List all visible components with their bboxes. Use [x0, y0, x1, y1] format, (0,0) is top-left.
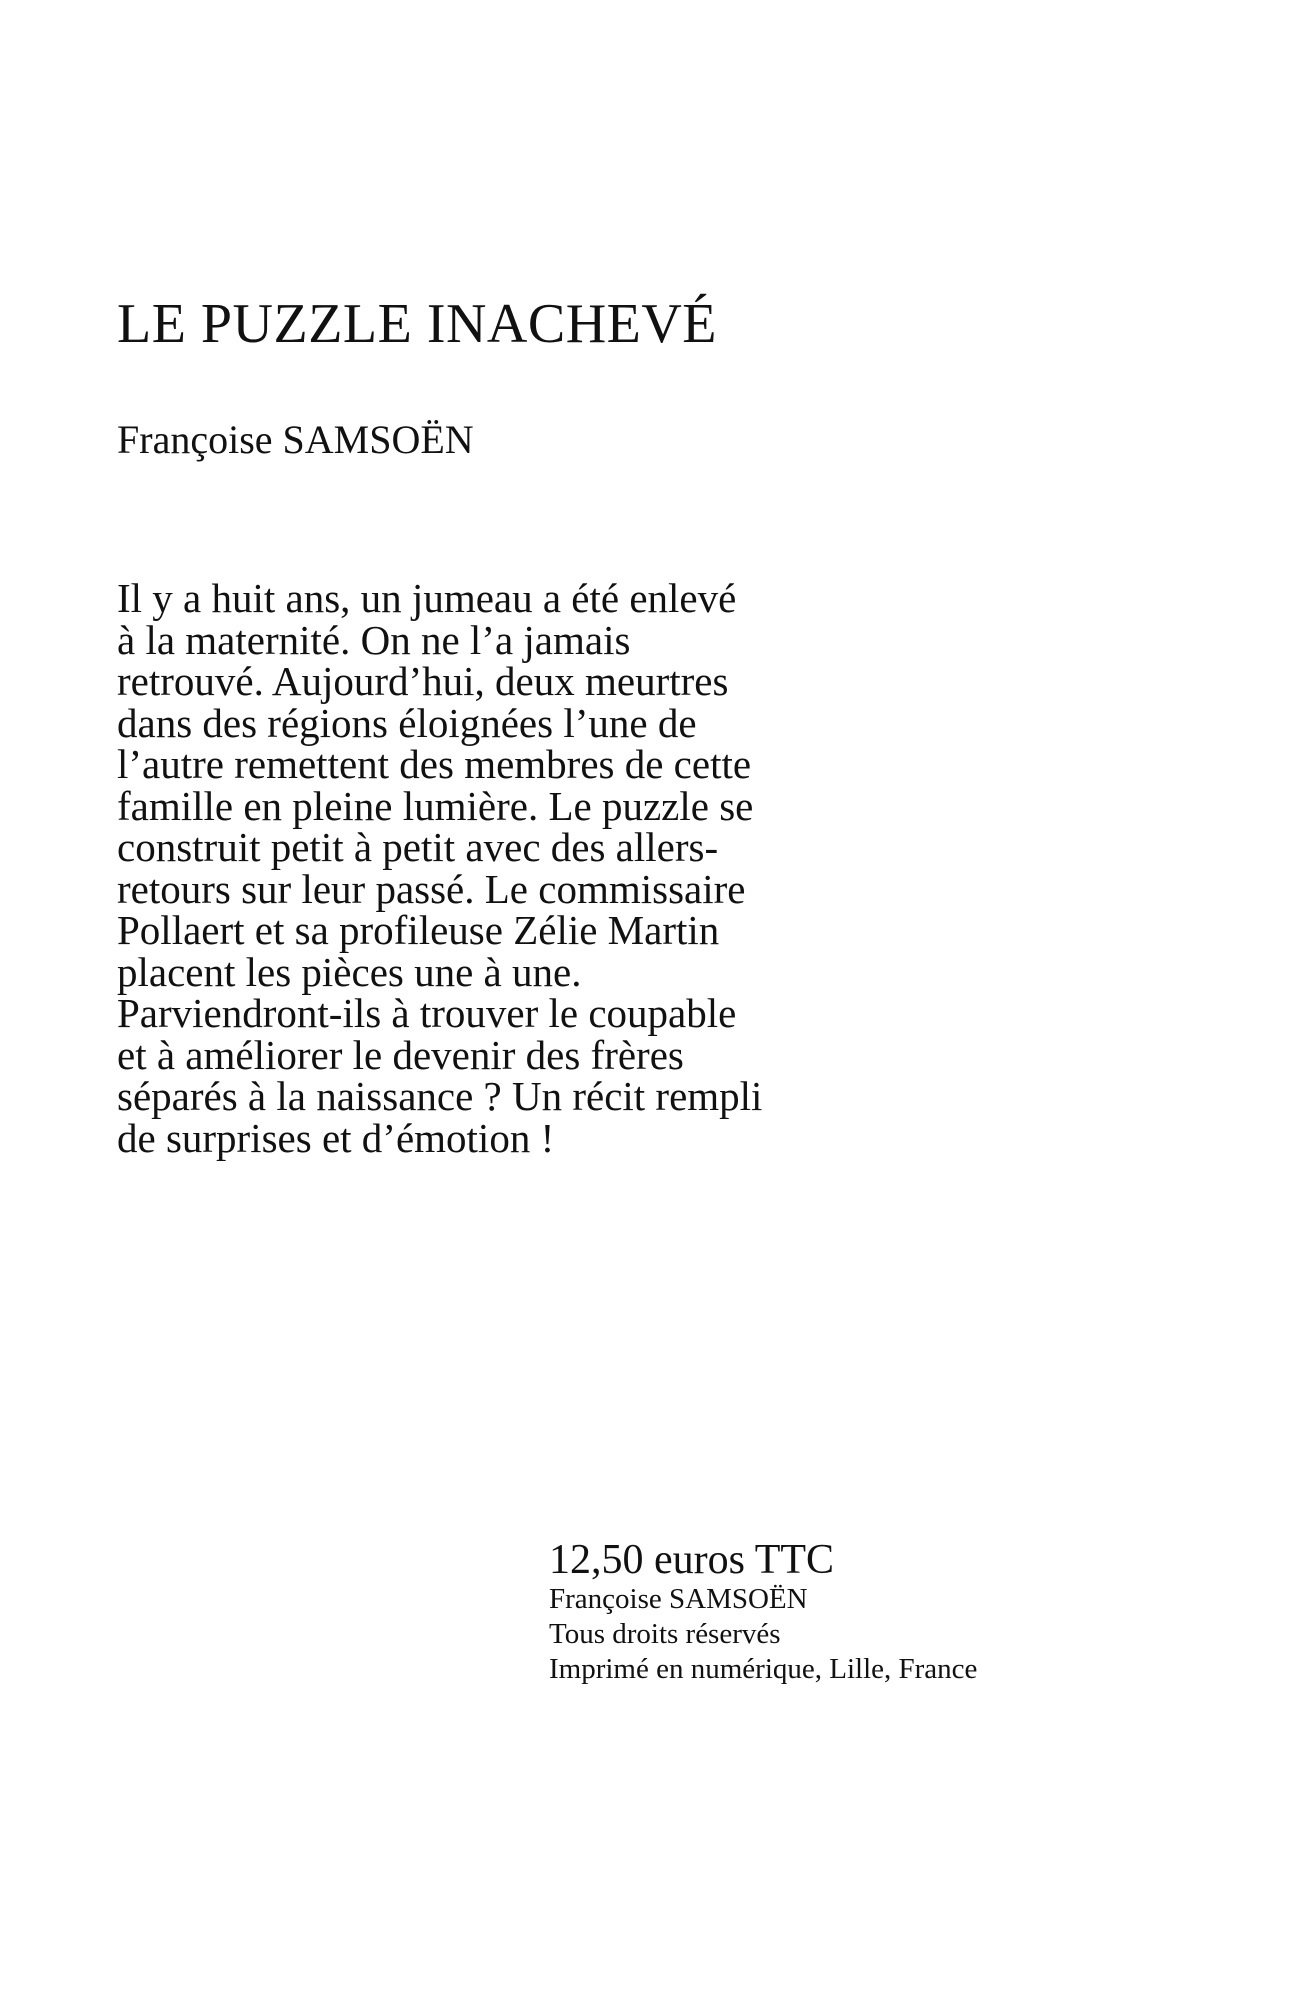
summary-line: retrouvé. Aujourd’hui, deux meurtres: [117, 658, 729, 704]
printing-notice: Imprimé en numérique, Lille, France: [549, 1653, 978, 1685]
book-author: Françoise SAMSOËN: [117, 417, 474, 462]
summary-line: Pollaert et sa profileuse Zélie Martin: [117, 907, 720, 953]
book-title: LE PUZZLE INACHEVÉ: [117, 293, 718, 355]
summary-line: famille en pleine lumière. Le puzzle se: [117, 782, 754, 829]
price-label: 12,50 euros TTC: [549, 1537, 835, 1583]
summary-line: l’autre remettent des membres de cette: [117, 741, 752, 787]
summary-line: de surprises et d’émotion !: [117, 1114, 555, 1161]
summary-line: placent les pièces une à une.: [117, 948, 582, 995]
colophon-author: Françoise SAMSOËN: [549, 1583, 808, 1615]
summary-line: Parviendront-ils à trouver le coupable: [117, 990, 737, 1036]
summary-line: à la maternité. On ne l’a jamais: [117, 616, 631, 663]
summary-line: retours sur leur passé. Le commissaire: [117, 865, 746, 912]
rights-notice: Tous droits réservés: [549, 1618, 781, 1650]
summary-line: dans des régions éloignées l’une de: [117, 699, 697, 746]
summary-line: séparés à la naissance ? Un récit rempli: [117, 1073, 763, 1119]
summary-line: construit petit à petit avec des allers-: [117, 824, 719, 870]
summary-line: Il y a huit ans, un jumeau a été enlevé: [117, 575, 737, 621]
colophon: [549, 1538, 1249, 1687]
book-summary: [117, 575, 967, 1161]
summary-line: et à améliorer le devenir des frères: [117, 1031, 684, 1078]
